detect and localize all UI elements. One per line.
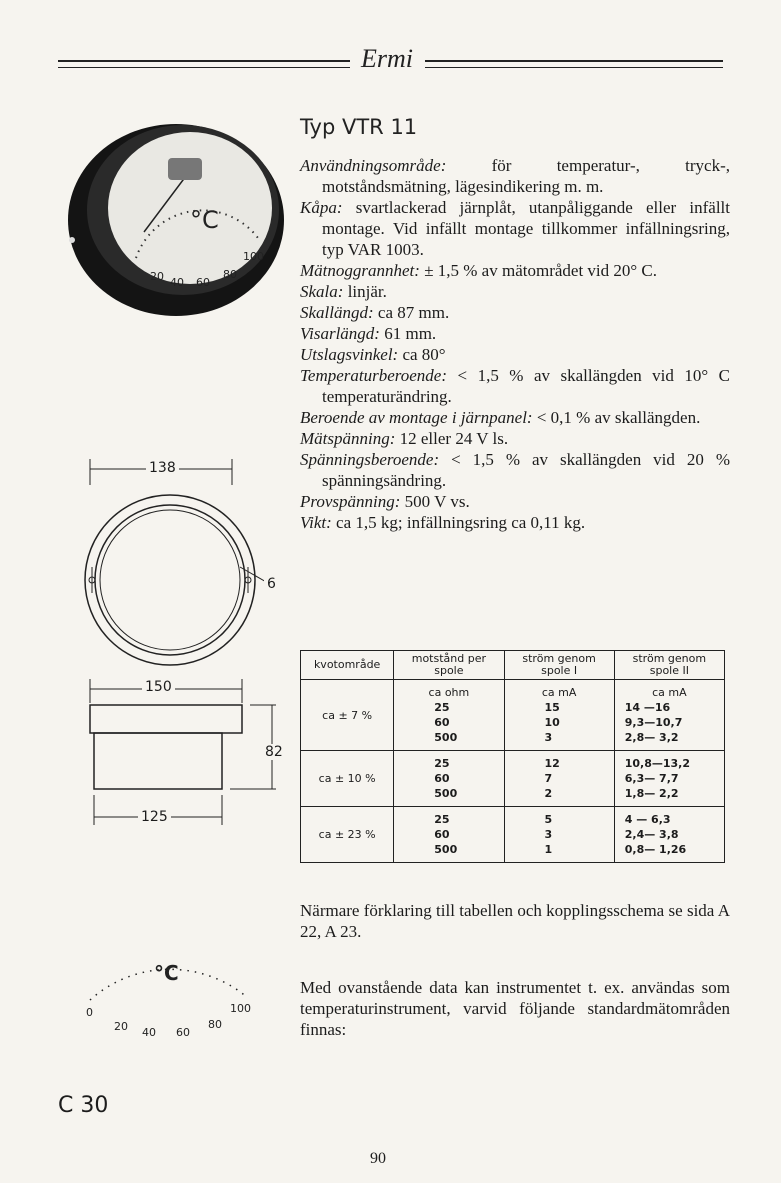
table-cell: 60 [394, 715, 504, 730]
table-cell: 60 [394, 771, 504, 786]
table-row [301, 751, 725, 772]
table-row [301, 807, 725, 828]
scale-tick-label: 100 [230, 1002, 251, 1015]
scale-tick-label: 0 [86, 1006, 93, 1019]
ermi-logo: Ermi [361, 44, 413, 73]
ratio-range-table [300, 650, 725, 863]
table-cell: 3 [504, 730, 614, 751]
table-header-row [301, 651, 725, 680]
spec-item: Mätspänning: 12 eller 24 V ls. [300, 429, 509, 448]
spec-item: Beroende av montage i järnpanel: < 0,1 % av skallängden. [300, 408, 701, 427]
spec-item: Vikt: ca 1,5 kg; infällningsring ca 0,11 kg. [300, 513, 586, 532]
dim-side: 6 [264, 576, 279, 592]
dial-tick-label: 100 [243, 250, 264, 263]
range-cell: ca ± 23 % [301, 807, 394, 863]
dial-tick-label: 60 [196, 276, 210, 289]
page-number: 90 [370, 1150, 386, 1167]
table-cell: 500 [394, 786, 504, 807]
table-cell: 2 [504, 786, 614, 807]
table-header: ström genom spole II [614, 651, 724, 680]
spec-item: Användningsområde: för temperatur-, tryck-, motståndsmätning, lägesindikering m. m. [300, 156, 730, 196]
table-cell: 500 [394, 842, 504, 863]
scale-tick-label: 40 [142, 1026, 156, 1039]
front-view-drawing [80, 455, 280, 680]
scale-drawing [80, 950, 280, 1040]
spec-item: Provspänning: 500 V vs. [300, 492, 470, 511]
side-view-drawing [80, 675, 280, 835]
table-cell: 6,3— 7,7 [614, 771, 724, 786]
scale-unit-label: °C [154, 961, 179, 985]
table-cell: 9,3—10,7 [614, 715, 724, 730]
range-cell: ca ± 7 % [301, 680, 394, 751]
table-cell: 4 — 6,3 [614, 807, 724, 828]
unit-cell: ca mA [614, 680, 724, 701]
table-cell: 0,8— 1,26 [614, 842, 724, 863]
dim-body-width: 125 [138, 809, 171, 825]
table-cell: 2,4— 3,8 [614, 827, 724, 842]
table-cell: 7 [504, 771, 614, 786]
table-cell: 10,8—13,2 [614, 751, 724, 772]
table-header: kvotområde [301, 651, 394, 680]
dial-unit-label: °C [190, 206, 219, 234]
instrument-photo [58, 120, 288, 325]
spec-item: Utslagsvinkel: ca 80° [300, 345, 446, 364]
table-cell: 25 [394, 751, 504, 772]
page-title: Typ VTR 11 [300, 115, 418, 139]
dial-tick-label: 20 [150, 270, 164, 283]
table-cell: 1 [504, 842, 614, 863]
spec-item: Skala: linjär. [300, 282, 387, 301]
table-cell: 12 [504, 751, 614, 772]
spec-item: Mätnoggrannhet: ± 1,5 % av mätområdet vid 20° C. [300, 261, 658, 280]
table-cell: 500 [394, 730, 504, 751]
scale-tick-label: 80 [208, 1018, 222, 1031]
table-cell: 10 [504, 715, 614, 730]
spec-item: Temperaturberoende: < 1,5 % av skallängden vid 10° C temperaturändring. [300, 366, 731, 406]
table-cell: 15 [504, 700, 614, 715]
dim-front-width: 138 [146, 460, 179, 476]
range-cell: ca ± 10 % [301, 751, 394, 807]
spec-item: Spänningsberoende: < 1,5 % av skallängden vid 20 % spänningsändring. [300, 450, 730, 490]
table-header: ström genom spole I [504, 651, 614, 680]
unit-cell: ca ohm [394, 680, 504, 701]
scale-tick-label: 20 [114, 1020, 128, 1033]
note-table-reference: Närmare förklaring till tabellen och kopplingsschema se sida A 22, A 23. [300, 901, 730, 941]
spec-item: Skallängd: ca 87 mm. [300, 303, 450, 322]
note-usage: Med ovanstående data kan instrumentet t. ex. användas som temperaturinstrument, varvid följande standardmätområden finnas: [300, 978, 730, 1039]
table-cell: 25 [394, 807, 504, 828]
dial-tick-label: 80 [223, 268, 237, 281]
scale-tick-label: 60 [176, 1026, 190, 1039]
table-cell: 2,8— 3,2 [614, 730, 724, 751]
table-units-row [301, 680, 725, 701]
spec-item: Visarlängd: 61 mm. [300, 324, 437, 343]
spec-item: Kåpa: svartlackerad järnplåt, utanpåliggande eller infällt montage. Vid infällt montage tillkommer infällningsring, typ VAR 1003. [300, 198, 730, 259]
table-cell: 1,8— 2,2 [614, 786, 724, 807]
table-cell: 25 [394, 700, 504, 715]
dial-tick-label: 40 [170, 276, 184, 289]
dim-depth-width: 150 [142, 679, 175, 695]
spec-list [300, 155, 730, 533]
header-rule-left [58, 60, 350, 68]
table-cell: 14 —16 [614, 700, 724, 715]
table-header: motstånd per spole [394, 651, 504, 680]
header-rule-right [425, 60, 723, 68]
table-cell: 3 [504, 827, 614, 842]
table-cell: 60 [394, 827, 504, 842]
unit-cell: ca mA [504, 680, 614, 701]
dim-height: 82 [262, 744, 286, 760]
table-cell: 5 [504, 807, 614, 828]
page-label: C 30 [58, 1093, 109, 1118]
